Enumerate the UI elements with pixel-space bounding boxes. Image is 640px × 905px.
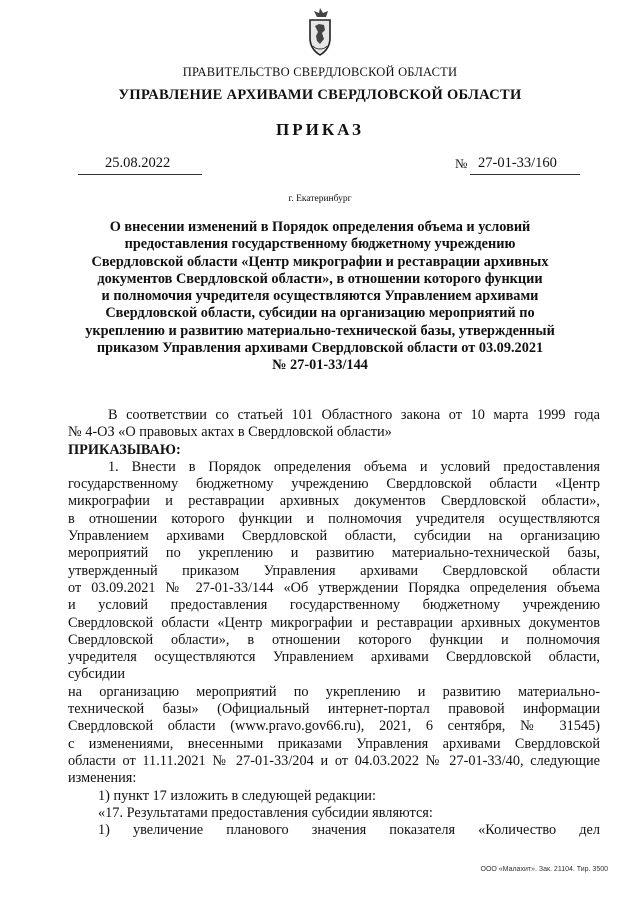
- item1-line: учредителя осуществляются Управлением архивами Свердловской области,: [68, 649, 600, 666]
- item1-line: области от 11.11.2021 № 27-01-33/204 и от 04.03.2022 № 27-01-33/40, следующие: [68, 752, 600, 769]
- item1-line: микрографии и реставрации архивных документов Свердловской области»,: [68, 493, 600, 510]
- number-underline: [470, 174, 580, 175]
- title-line: Свердловской области, субсидии на организацию мероприятий по: [105, 305, 535, 322]
- order-date: 25.08.2022: [105, 155, 171, 171]
- quote-line: «17. Результатами предоставления субсидии являются:: [98, 804, 433, 821]
- title-line: документов Свердловской области», в отношении которого функции: [97, 270, 543, 287]
- order-word: ПРИКАЗЫВАЮ:: [68, 441, 181, 458]
- item1-line: Свердловской области «Центр микрографии и реставрации архивных документов: [68, 614, 600, 631]
- coat-of-arms-icon: [305, 6, 335, 58]
- item1-line: в отношении которого функции и полномочия учредителя осуществляются: [68, 510, 600, 527]
- number-sign: №: [455, 156, 468, 171]
- item1-line: технической базы» (Официальный интернет-портал правовой информации: [68, 701, 600, 718]
- sub-item-line: 1) пункт 17 изложить в следующей редакции:: [98, 787, 376, 804]
- order-number: 27-01-33/160: [478, 155, 557, 171]
- title-line: приказом Управления архивами Свердловской области от 03.09.2021: [96, 340, 544, 357]
- item1-line: с изменениями, внесенными приказами Управления архивами Свердловской: [68, 735, 600, 752]
- title-line: № 27-01-33/144: [272, 357, 368, 374]
- printer-footer: ООО «Малахит». Зак. 21104. Тир. 3500: [480, 866, 608, 873]
- item1-line: государственному бюджетному учреждению Свердловской области «Центр: [68, 476, 600, 493]
- item1-line: субсидии: [68, 666, 125, 683]
- preamble-line: № 4-ОЗ «О правовых актах в Свердловской области»: [68, 424, 392, 441]
- order-title: [70, 219, 570, 375]
- item1-line: на организацию мероприятий по укреплению и развитию материально-: [68, 683, 600, 700]
- item1-line: изменения:: [68, 770, 137, 787]
- item1-line: и условий предоставления государственному бюджетному учреждению: [68, 597, 600, 614]
- item1-line: 1. Внести в Порядок определения объема и условий предоставления: [108, 458, 600, 475]
- title-line: и полномочия учредителя осуществляются Управлением архивами: [101, 288, 539, 305]
- item1-line: Свердловской области (www.pravo.gov66.ru), 2021, 6 сентября, № 31545): [68, 718, 600, 735]
- document-type: ПРИКАЗ: [276, 120, 364, 139]
- item1-line: от 03.09.2021 № 27-01-33/144 «Об утверждении Порядка определения объема: [68, 579, 600, 596]
- title-line: Свердловской области «Центр микрографии и реставрации архивных: [91, 253, 549, 270]
- title-line: О внесении изменений в Порядок определения объема и условий: [109, 219, 531, 235]
- department-name: УПРАВЛЕНИЕ АРХИВАМИ СВЕРДЛОВСКОЙ ОБЛАСТИ: [118, 87, 522, 103]
- document-body: [68, 407, 600, 839]
- item1-line: Управлением архивами Свердловской области, субсидии на организацию: [68, 528, 600, 545]
- preamble-line: В соответствии со статьей 101 Областного закона от 10 марта 1999 года: [108, 407, 600, 423]
- item1-line: мероприятий по укреплению и развитию материально-технической базы,: [68, 545, 600, 562]
- title-line: укреплению и развитию материально-технической базы, утвержденный: [85, 322, 555, 339]
- item1-line: Свердловской области», в отношении которого функции и полномочия: [68, 631, 600, 648]
- date-underline: [78, 174, 202, 175]
- last-line: 1) увеличение планового значения показателя «Количество дел: [98, 822, 600, 839]
- title-line: предоставления государственному бюджетному учреждению: [124, 236, 516, 253]
- government-name: ПРАВИТЕЛЬСТВО СВЕРДЛОВСКОЙ ОБЛАСТИ: [182, 65, 458, 79]
- item1-line: утвержденный приказом Управления архивами Свердловской области: [68, 562, 600, 579]
- city: г. Екатеринбург: [288, 194, 352, 204]
